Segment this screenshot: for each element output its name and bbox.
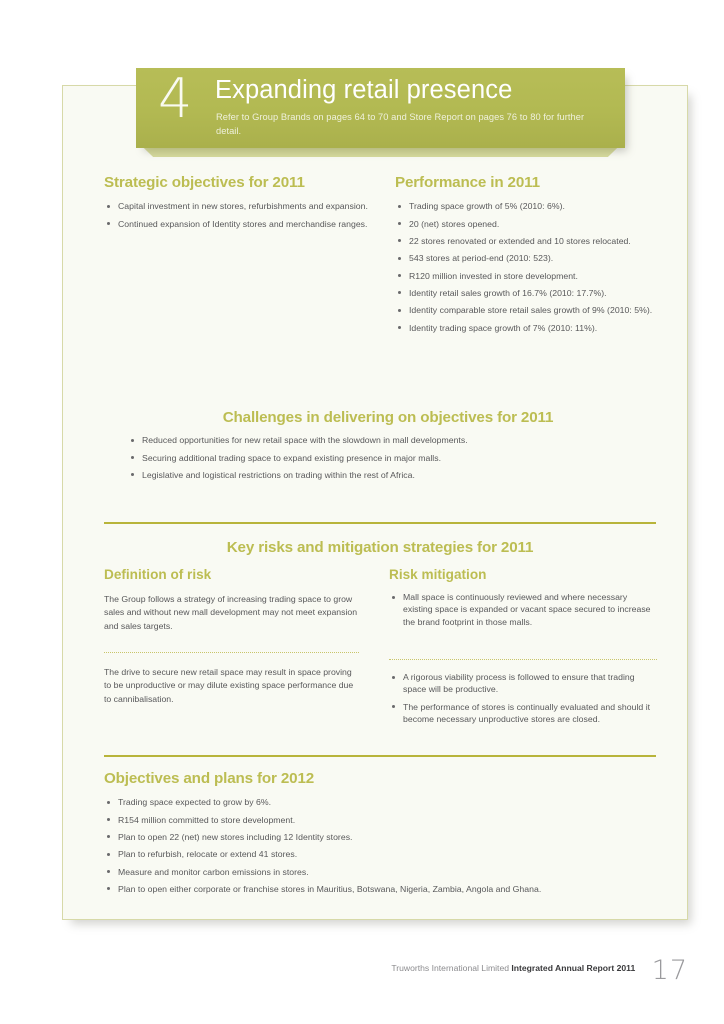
list-item: Legislative and logistical restrictions on trading within the rest of Africa.: [118, 469, 658, 481]
performance-list: [395, 200, 657, 334]
definition-of-risk-heading: Definition of risk: [104, 567, 212, 582]
left-column-dotted-divider: [104, 652, 359, 653]
list-item: Plan to open 22 (net) new stores including 12 Identity stores.: [104, 831, 656, 843]
risk-definition-paragraph: The drive to secure new retail space may result in space proving to be unproductive or may dilute existing space performance due to cannibalisation.: [104, 667, 354, 704]
list-item: Plan to refurbish, relocate or extend 41 stores.: [104, 848, 656, 860]
footer-report-title: Integrated Annual Report 2011: [511, 963, 636, 973]
list-item: Trading space growth of 5% (2010: 6%).: [395, 200, 657, 212]
list-item: Mall space is continuously reviewed and where necessary existing space is expanded or vacant space secured to increase the brand footprint in those malls.: [389, 591, 657, 628]
list-item: 20 (net) stores opened.: [395, 218, 657, 230]
document-page: [62, 85, 688, 920]
page-content: [63, 86, 689, 921]
list-item: 543 stores at period-end (2010: 523).: [395, 252, 657, 264]
risk-mitigation-list-2: [389, 671, 657, 730]
list-item: Identity comparable store retail sales growth of 9% (2010: 5%).: [395, 304, 657, 316]
chapter-number: 4: [158, 67, 193, 130]
list-item: Identity trading space growth of 7% (2010: 11%).: [395, 322, 657, 334]
objectives-2012-list: [104, 796, 656, 895]
list-item: Identity retail sales growth of 16.7% (2010: 17.7%).: [395, 287, 657, 299]
section-challenges: [118, 409, 658, 486]
strategic-objectives-list: [104, 200, 389, 230]
section-divider-bottom: [104, 755, 656, 757]
page-footer: [0, 955, 688, 986]
performance-heading: Performance in 2011: [395, 174, 540, 191]
list-item: Trading space expected to grow by 6%.: [104, 796, 656, 808]
risk-definition-paragraph: The Group follows a strategy of increasing trading space to grow sales and without new mall development may not meet expansion and sales targets.: [104, 594, 358, 631]
section-strategic-objectives: [104, 174, 389, 235]
chapter-subtitle: Refer to Group Brands on pages 64 to 70 and Store Report on pages 76 to 80 for further detail.: [216, 112, 585, 137]
page-number: 17: [651, 955, 688, 986]
strategic-objectives-heading: Strategic objectives for 2011: [104, 174, 305, 191]
list-item: Continued expansion of Identity stores and merchandise ranges.: [104, 218, 389, 230]
list-item: The performance of stores is continually evaluated and should it become necessary unproductive stores are closed.: [389, 701, 657, 726]
challenges-heading: Challenges in delivering on objectives for 2011: [222, 409, 554, 426]
list-item: R154 million committed to store development.: [104, 814, 656, 826]
section-objectives-2012: [104, 770, 656, 900]
section-performance-2011: [395, 174, 657, 339]
footer-company-name: Truworths International Limited: [391, 963, 510, 973]
list-item: Measure and monitor carbon emissions in stores.: [104, 866, 656, 878]
list-item: Reduced opportunities for new retail space with the slowdown in mall developments.: [118, 434, 658, 446]
risk-mitigation-heading: Risk mitigation: [389, 567, 487, 582]
list-item: A rigorous viability process is followed to ensure that trading space will be productive.: [389, 671, 657, 696]
risk-mitigation-list-1: [389, 591, 657, 633]
list-item: Securing additional trading space to expand existing presence in major malls.: [118, 452, 658, 464]
objectives-2012-heading: Objectives and plans for 2012: [104, 770, 315, 787]
chapter-title: Expanding retail presence: [215, 76, 513, 104]
list-item: Capital investment in new stores, refurbishments and expansion.: [104, 200, 389, 212]
chapter-banner: [136, 68, 625, 148]
challenges-list: [118, 434, 658, 481]
list-item: R120 million invested in store development.: [395, 270, 657, 282]
right-column-dotted-divider: [389, 659, 657, 660]
key-risks-heading: Key risks and mitigation strategies for 2011: [226, 539, 534, 556]
list-item: Plan to open either corporate or franchise stores in Mauritius, Botswana, Nigeria, Zambia, Angola and Ghana.: [104, 883, 656, 895]
section-divider-top: [104, 522, 656, 524]
list-item: 22 stores renovated or extended and 10 stores relocated.: [395, 235, 657, 247]
